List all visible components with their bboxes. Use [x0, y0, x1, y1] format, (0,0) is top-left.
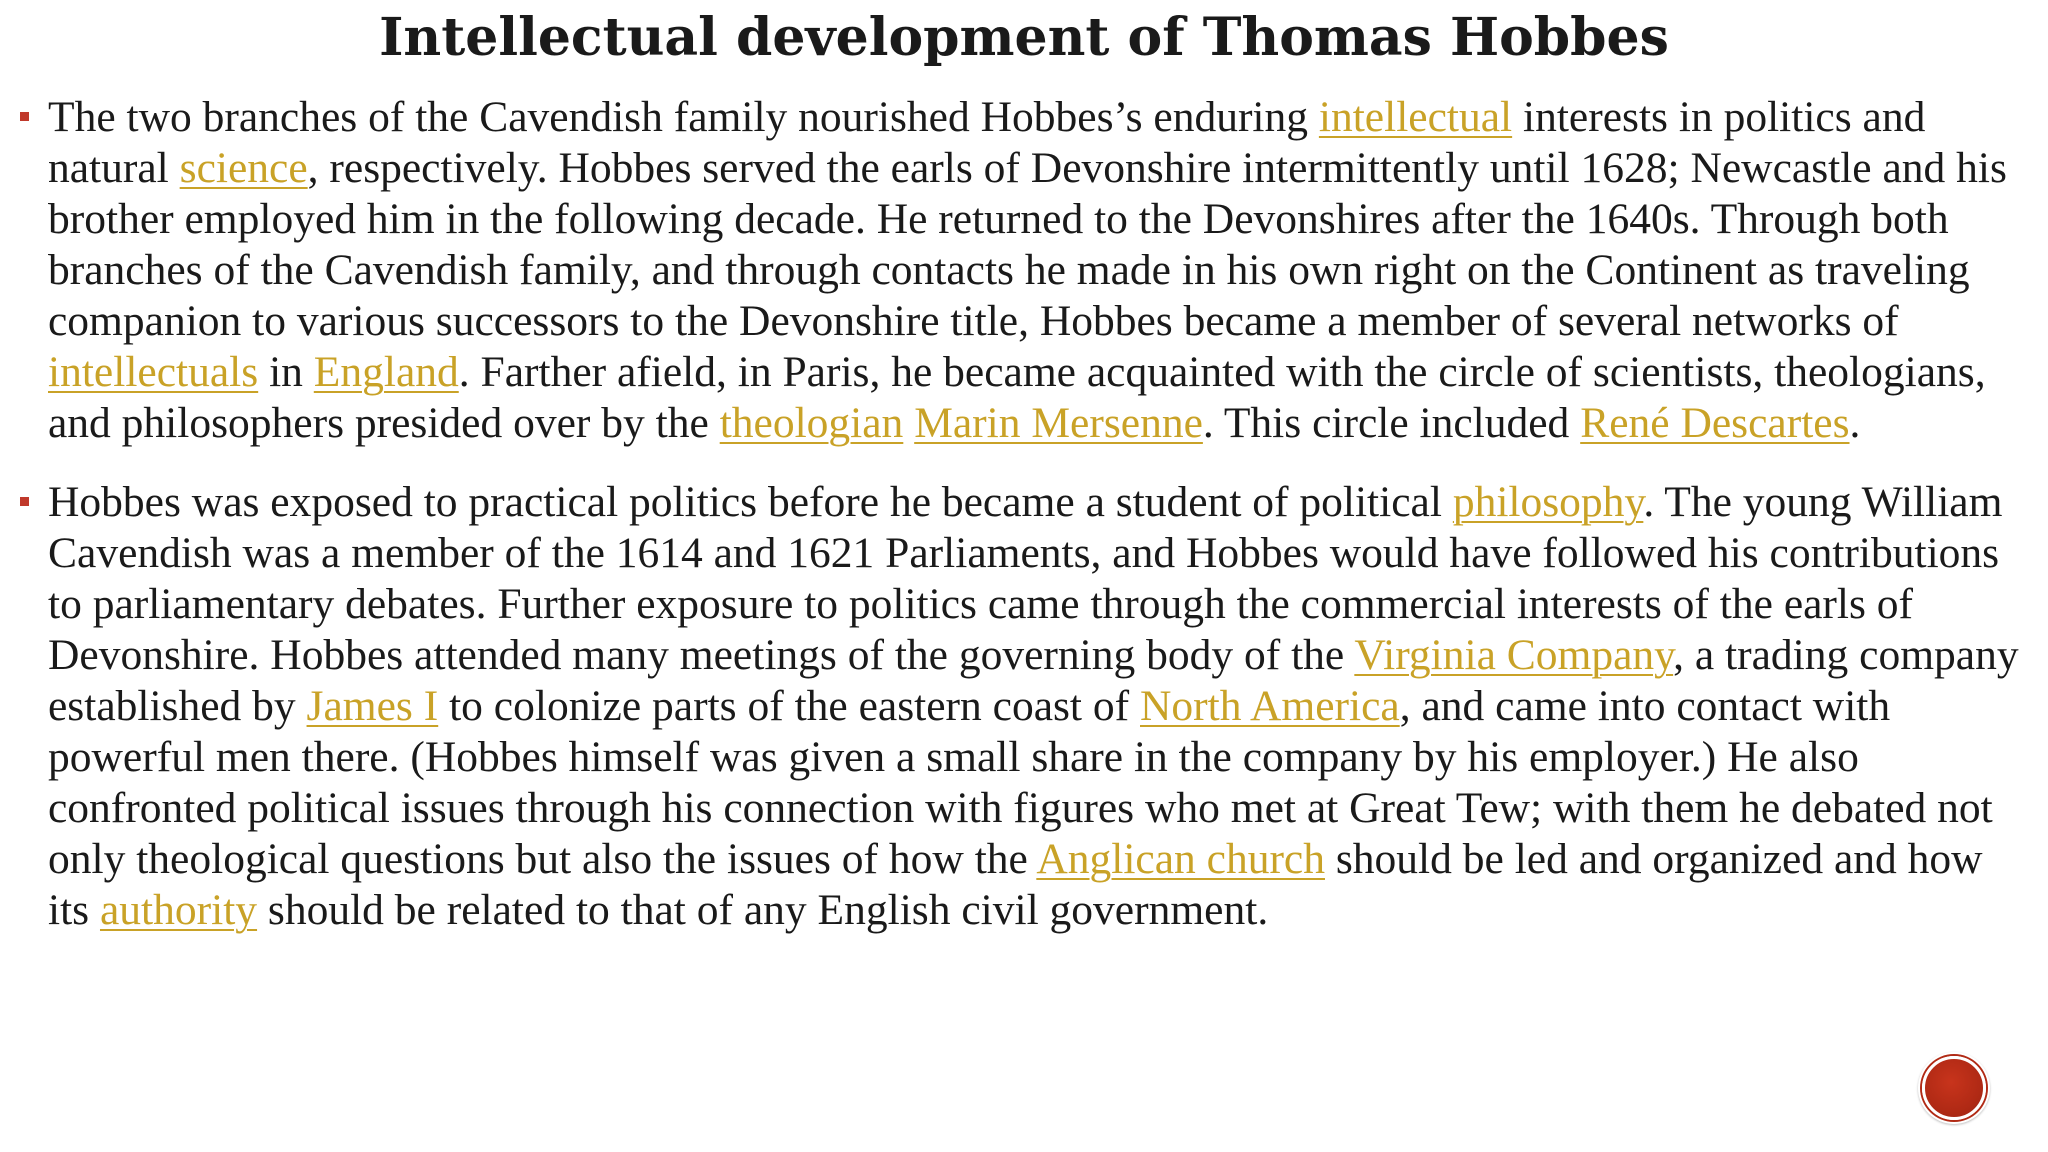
- paragraph-text: [48, 93, 2007, 447]
- paragraph-text-segment: . The young William Cavendish was a member of the 1614 and 1621 Parliaments, and Hobbes would have followed his contributions to parliamentary debates. Further exposure to politics came through the commercial interests of the earls of Devonshire. Hobbes attended many meetings of the governing body of the: [48, 478, 2003, 679]
- paragraph-text-segment: [903, 399, 914, 447]
- paragraph-text-segment: . Farther afield, in Paris, he became acquainted with the circle of scientists, theologians, and philosophers presided over by the: [48, 348, 1986, 447]
- bullet-paragraph: [14, 92, 2034, 449]
- paragraph-text-segment: in: [258, 348, 314, 396]
- hyperlink-science[interactable]: science: [179, 144, 308, 192]
- hyperlink-north-america[interactable]: North America: [1140, 682, 1400, 730]
- hyperlink-marin-mersenne[interactable]: Marin Mersenne: [914, 399, 1203, 447]
- hyperlink-england[interactable]: England: [313, 348, 459, 396]
- paragraph-text-segment: , and came into contact with powerful men there. (Hobbes himself was given a small share in the company by his employer.) He also confronted political issues through his connection with figures who met at Great Tew; with them he debated not only theological questions but also the issues of how the: [48, 682, 1993, 883]
- hyperlink-intellectuals[interactable]: intellectuals: [48, 348, 259, 396]
- paragraph-text-segment: to colonize parts of the eastern coast of: [438, 682, 1140, 730]
- slide-content: [14, 92, 2034, 936]
- bullet-square-icon: [20, 497, 29, 506]
- hyperlink-intellectual[interactable]: intellectual: [1318, 93, 1513, 141]
- next-slide-button[interactable]: [1918, 1052, 1990, 1124]
- paragraph-text-segment: . This circle included: [1202, 399, 1581, 447]
- hyperlink-ren-descartes[interactable]: René Descartes: [1580, 399, 1850, 447]
- circle-icon: [1922, 1056, 1986, 1120]
- slide-title: Intellectual development of Thomas Hobbes: [379, 7, 1669, 68]
- bullet-paragraph: [14, 477, 2034, 936]
- paragraph-text-segment: interests in politics and natural: [48, 93, 1926, 192]
- paragraph-text-segment: , a trading company established by: [48, 631, 2019, 730]
- hyperlink-anglican-church[interactable]: Anglican church: [1036, 835, 1325, 883]
- hyperlink-james-i[interactable]: James I: [306, 682, 439, 730]
- paragraph-text-segment: should be related to that of any English civil government.: [257, 886, 1269, 934]
- paragraph-text-segment: should be led and organized and how its: [48, 835, 1983, 934]
- hyperlink-philosophy[interactable]: philosophy: [1452, 478, 1644, 526]
- paragraph-text-segment: , respectively. Hobbes served the earls of Devonshire intermittently until 1628; Newcastle and his brother employed him in the following decade. He returned to the Devonshires after the 1640s. Through both branches of the Cavendish family, and through contacts he made in his own right on the Continent as traveling companion to various successors to the Devonshire title, Hobbes became a member of several networks of: [48, 144, 2007, 345]
- bullet-square-icon: [20, 112, 29, 121]
- paragraph-text-segment: Hobbes was exposed to practical politics before he became a student of political: [48, 478, 1453, 526]
- paragraph-text-segment: The two branches of the Cavendish family nourished Hobbes’s enduring: [48, 93, 1319, 141]
- paragraph-text: [48, 478, 2019, 934]
- hyperlink-theologian[interactable]: theologian: [719, 399, 904, 447]
- paragraph-text-segment: .: [1849, 399, 1861, 447]
- hyperlink-authority[interactable]: authority: [99, 886, 258, 934]
- hyperlink-virginia-company[interactable]: Virginia Company: [1354, 631, 1674, 679]
